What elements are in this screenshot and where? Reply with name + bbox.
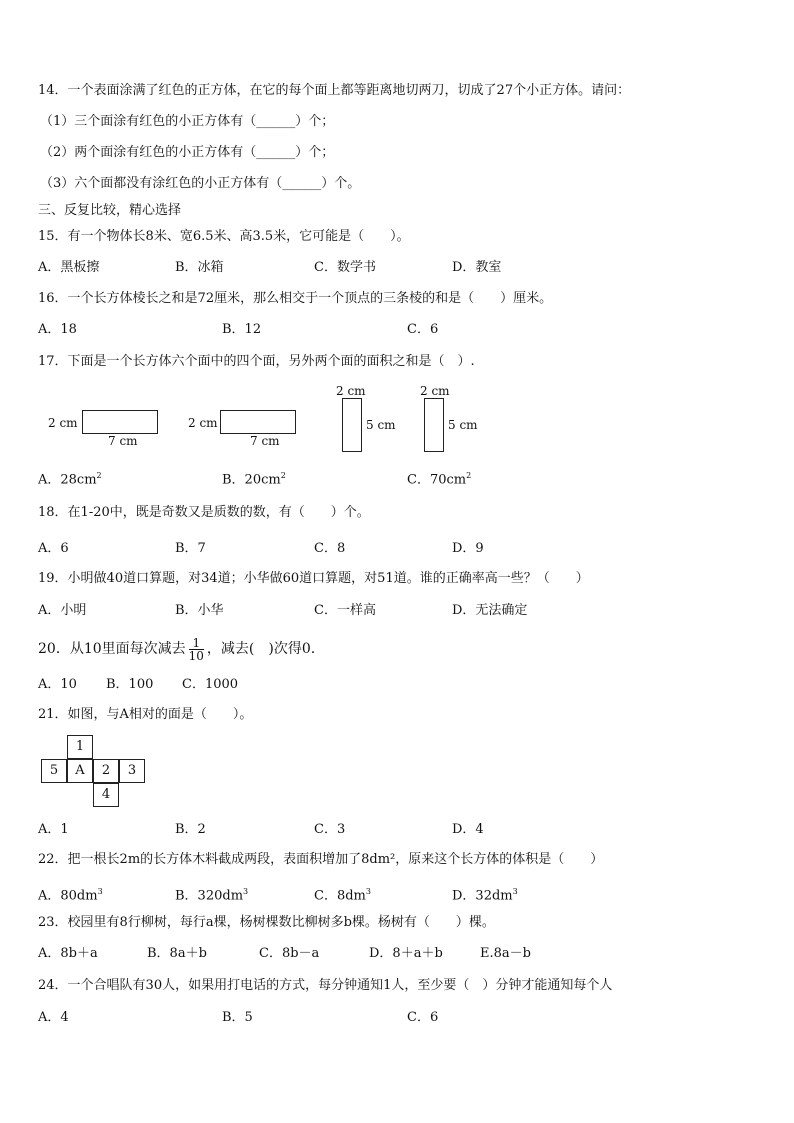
q22-option-b: B．$320dm^3$	[175, 887, 249, 904]
face3-side-label: 5 cm	[366, 418, 396, 432]
q15-option-d: D．教室	[452, 260, 502, 275]
net-face-1: 1	[67, 735, 93, 759]
face3-top-label: 2 cm	[336, 384, 366, 398]
q16-option-c: C．6	[407, 322, 439, 337]
q21-option-d: D．4	[452, 822, 484, 837]
face1-height-label: 2 cm	[48, 416, 78, 430]
net-face-a: A	[67, 759, 93, 783]
q19-option-c: C．一样高	[314, 603, 376, 618]
q21-option-a: A．1	[38, 822, 69, 837]
face4-side-label: 5 cm	[448, 418, 478, 432]
q14-sub3: （3）六个面都没有涂红色的小正方体有（______）个。	[40, 176, 361, 191]
q14-sub2: （2）两个面涂有红色的小正方体有（______）个；	[40, 145, 335, 160]
net-face-3: 3	[119, 759, 145, 783]
q18-option-b: B．7	[175, 541, 206, 556]
q17-option-a: A．$28cm^2$	[38, 471, 102, 488]
face2-width-label: 7 cm	[250, 434, 280, 448]
q18-option-c: C．8	[314, 541, 346, 556]
face2-height-label: 2 cm	[188, 416, 218, 430]
q18-option-d: D．9	[452, 541, 484, 556]
q20-stem: 20．从10里面每次减去 $\frac{1}{10}$ ，减去( )次得0.	[38, 635, 316, 663]
q15-stem: 15．有一个物体长8米、宽6.5米、高3.5米，它可能是（ ）。	[38, 229, 410, 244]
q21-stem: 21．如图，与A相对的面是（ ）。	[38, 707, 253, 722]
q23-option-d: D．8＋a＋b	[369, 946, 443, 961]
q22-option-a: A．$80dm^3$	[38, 887, 103, 904]
q15-option-a: A．黑板擦	[38, 260, 100, 275]
q19-option-d: D．无法确定	[452, 603, 528, 618]
face4-top-label: 2 cm	[420, 384, 450, 398]
q18-option-a: A．6	[38, 541, 69, 556]
face1-width-label: 7 cm	[108, 434, 138, 448]
q20-option-a: A．10	[38, 677, 77, 692]
q19-option-a: A．小明	[38, 603, 87, 618]
q23-stem: 23．校园里有8行柳树，每行a棵，杨树棵数比柳树多b棵。杨树有（ ）棵。	[38, 915, 495, 930]
q20-option-c: C．1000	[182, 677, 239, 692]
q16-option-a: A．18	[38, 322, 77, 337]
q24-option-c: C．6	[407, 1010, 439, 1025]
q21-option-b: B．2	[175, 822, 206, 837]
q19-option-b: B．小华	[175, 603, 224, 618]
q24-option-b: B．5	[222, 1010, 253, 1025]
q22-option-d: D．$32dm^3$	[452, 887, 518, 904]
q14-sub1: （1）三个面涂有红色的小正方体有（______）个；	[40, 114, 335, 129]
q17-stem: 17．下面是一个长方体六个面中的四个面，另外两个面的面积之和是（ ）.	[38, 354, 475, 369]
face4-rectangle	[424, 398, 444, 452]
q23-option-e: E.8a－b	[480, 946, 531, 961]
q20-option-b: B．100	[106, 677, 154, 692]
net-face-5: 5	[41, 759, 67, 783]
q23-option-a: A．8b＋a	[38, 946, 98, 961]
q16-stem: 16．一个长方体棱长之和是72厘米，那么相交于一个顶点的三条棱的和是（ ）厘米。	[38, 291, 553, 306]
q17-option-b: B．$20cm^2$	[222, 471, 286, 488]
q21-option-c: C．3	[314, 822, 346, 837]
q23-option-c: C．8b－a	[259, 946, 320, 961]
q16-option-b: B．12	[222, 322, 262, 337]
q24-stem: 24．一个合唱队有30人，如果用打电话的方式，每分钟通知1人，至少要（ ）分钟才能通知每个人	[38, 978, 613, 993]
q23-option-b: B．8a＋b	[147, 946, 207, 961]
net-face-4: 4	[93, 783, 119, 807]
q22-option-c: C．$8dm^3$	[314, 887, 371, 904]
net-face-2: 2	[93, 759, 119, 783]
q14-stem: 14．一个表面涂满了红色的正方体，在它的每个面上都等距离地切两刀，切成了27个小正方体。请问：	[38, 83, 631, 98]
face1-rectangle	[82, 410, 158, 434]
q18-stem: 18．在1-20中，既是奇数又是质数的数，有（ ）个。	[38, 505, 370, 520]
q22-stem: 22．把一根长2m的长方体木料截成两段，表面积增加了8dm²，原来这个长方体的体积是（ ）	[38, 852, 604, 867]
q15-option-c: C．数学书	[314, 260, 376, 275]
fraction-one-tenth: $\frac{1}{10}$	[188, 635, 204, 663]
face2-rectangle	[220, 410, 296, 434]
q17-option-c: C．$70cm^2$	[407, 471, 472, 488]
q19-stem: 19．小明做40道口算题，对34道；小华做60道口算题，对51道。谁的正确率高一些？（ ）	[38, 571, 589, 586]
q15-option-b: B．冰箱	[175, 260, 224, 275]
face3-rectangle	[342, 398, 362, 452]
q24-option-a: A．4	[38, 1010, 69, 1025]
section-3-heading: 三、反复比较，精心选择	[38, 203, 182, 218]
